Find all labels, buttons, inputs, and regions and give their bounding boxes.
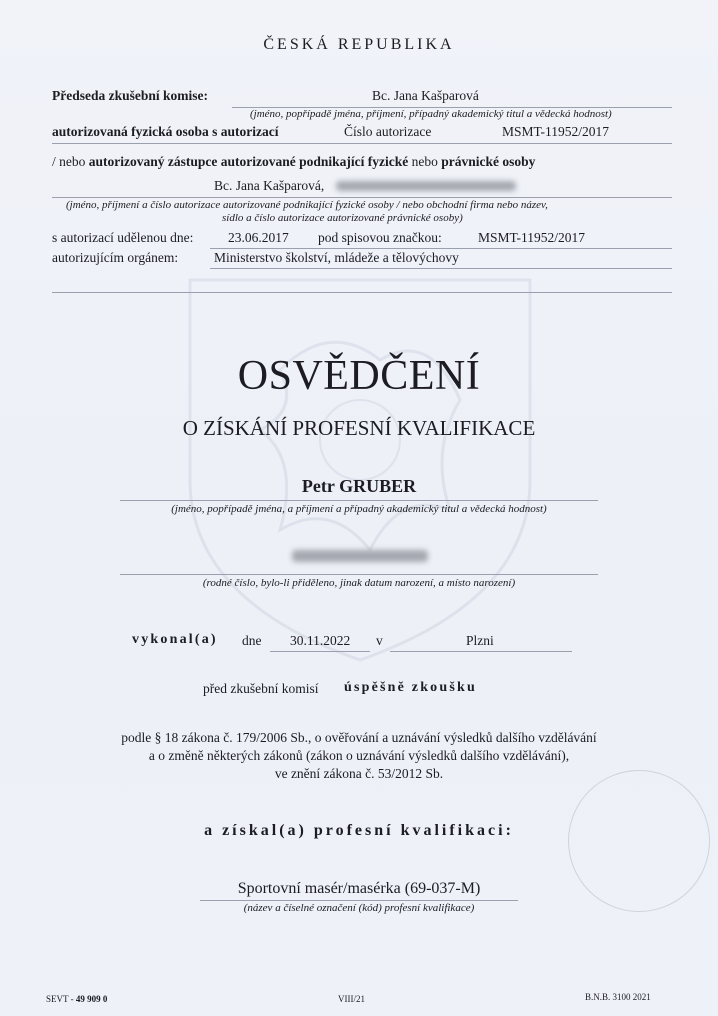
chair-name: Bc. Jana Kašparová [372, 88, 479, 103]
authority: Ministerstvo školství, mládeže a tělovýchovy [214, 250, 459, 265]
chair-caption: (jméno, popřípadě jména, příjmení, případný akademický titul a vědecká hodnost) [250, 108, 612, 120]
acquired-label: a získal(a) profesní kvalifikaci: [204, 822, 514, 839]
exam-date: 30.11.2022 [290, 633, 351, 648]
authorization-line [52, 143, 672, 144]
redacted-authorization [336, 181, 516, 191]
representative-caption-2: sídlo a číslo autorizace autorizované právnické osoby) [222, 212, 463, 224]
alt-label: autorizovaný zástupce autorizované podnikající fyzické [88, 154, 409, 169]
authority-line [210, 268, 672, 269]
authorized-person-label: autorizovaná fyzická osoba s autorizací [52, 124, 279, 139]
birth-caption: (rodné číslo, bylo-li přiděleno, jinak datum narození, a místo narození) [202, 577, 516, 589]
date-label: dne [242, 633, 262, 648]
law-line-1: podle § 18 zákona č. 179/2006 Sb., o ověřování a uznávání výsledků dalšího vzdělávání [121, 730, 597, 745]
footer-right: B.N.B. 3100 2021 [585, 992, 651, 1002]
alt-prefix: / nebo [52, 154, 86, 169]
alt-label-or: nebo [411, 154, 438, 169]
before-commission-label: před zkušební komisí [203, 681, 319, 696]
authority-label: autorizujícím orgánem: [52, 250, 179, 265]
qualification-line [200, 900, 518, 901]
holder-name: Petr GRUBER [301, 476, 417, 496]
granted-label: s autorizací udělenou dne: [52, 230, 194, 245]
place-label: v [376, 633, 383, 648]
representative-line [52, 197, 672, 198]
qualification: Sportovní masér/masérka (69-037-M) [237, 880, 481, 897]
qualification-caption: (název a číselné označení (kód) profesní kvalifikace) [243, 902, 475, 914]
country-heading: ČESKÁ REPUBLIKA [263, 36, 455, 53]
certificate-subtitle: O ZÍSKÁNÍ PROFESNÍ KVALIFIKACE [182, 416, 536, 440]
performed-label: vykonal(a) [132, 632, 218, 647]
state-emblem-watermark [130, 250, 590, 670]
section-divider [52, 292, 672, 293]
redacted-birth-data [292, 550, 428, 562]
holder-caption: (jméno, popřípadě jména, a příjmení a případný akademický titul a vědecká hodnost) [171, 503, 547, 515]
footer-left-code: 49 909 0 [75, 994, 108, 1004]
exam-place: Plzni [466, 633, 494, 648]
alt-label-legal: právnické osoby [441, 154, 536, 169]
representative-caption-1: (jméno, příjmení a číslo autorizace autorizované podnikající fyzické osoby / nebo obchodní firma nebo název, [66, 199, 548, 211]
footer-left: SEVT - [46, 994, 76, 1004]
exam-place-line [390, 651, 572, 652]
birth-line [120, 574, 598, 575]
law-line-2: a o změně některých zákonů (zákon o uznávání výsledků dalšího vzdělávání), [148, 748, 570, 763]
authorization-number-label: Číslo autorizace [344, 124, 432, 139]
chair-label: Předseda zkušební komise: [52, 88, 209, 103]
exam-result: úspěšně zkoušku [344, 680, 477, 695]
footer-middle: VIII/21 [338, 994, 365, 1004]
holder-line [120, 500, 598, 501]
file-number-label: pod spisovou značkou: [318, 230, 442, 245]
certificate-title: OSVĚDČENÍ [237, 353, 481, 399]
granted-line [210, 248, 672, 249]
file-number: MSMT-11952/2017 [478, 230, 586, 245]
law-line-3: ve znění zákona č. 53/2012 Sb. [274, 766, 444, 781]
authorization-number: MSMT-11952/2017 [502, 124, 610, 139]
exam-date-line [270, 651, 370, 652]
representative-name: Bc. Jana Kašparová, [214, 178, 325, 193]
granted-date: 23.06.2017 [228, 230, 289, 245]
